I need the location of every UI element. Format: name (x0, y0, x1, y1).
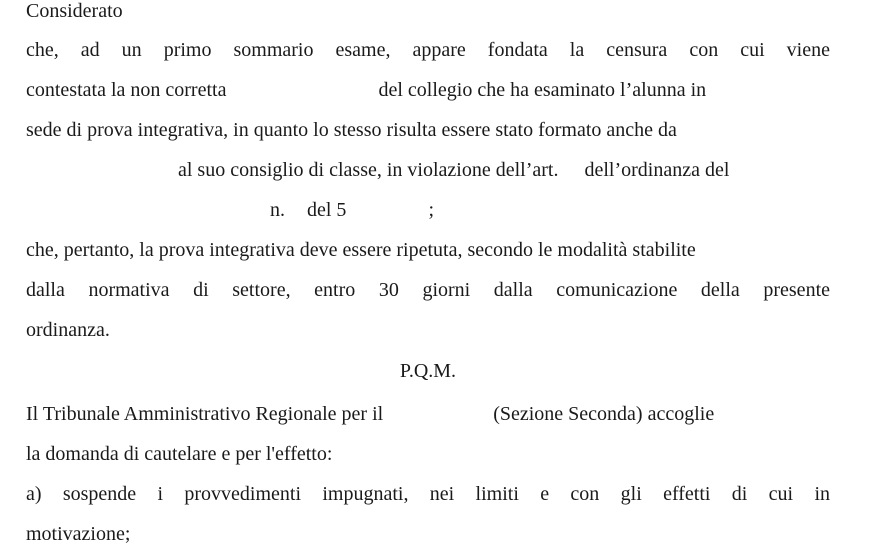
paragraph1-line5-date: del 5 (307, 199, 347, 221)
paragraph3-line1 (26, 394, 830, 434)
paragraph1-line5-end: ; (428, 199, 434, 221)
paragraph3-line4: motivazione; (26, 523, 131, 545)
paragraph1-line2-end: del collegio che ha esaminato l’alunna in (378, 79, 707, 101)
paragraph1-line1: che, ad un primo sommario esame, appare fondata la censura con cui viene (26, 39, 830, 61)
paragraph3-line3: a) sospende i provvedimenti impugnati, nei limiti e con gli effetti di cui in (26, 483, 830, 505)
pqm-heading: P.Q.M. (399, 360, 457, 382)
heading-considerato: Considerato (26, 0, 123, 22)
paragraph1-line5 (26, 190, 434, 230)
paragraph1-line4-end: dell’ordinanza del (584, 159, 730, 181)
paragraph1-line5-number: n. (270, 199, 285, 221)
paragraph2-line2: dalla normativa di settore, entro 30 giorni dalla comunicazione della presente (26, 279, 830, 301)
paragraph1-line2 (26, 70, 830, 110)
paragraph2-line3: ordinanza. (26, 319, 110, 341)
paragraph3-line2: la domanda di cautelare e per l'effetto: (26, 443, 333, 465)
paragraph2-line1: che, pertanto, la prova integrativa deve essere ripetuta, secondo le modalità stabilite (26, 239, 696, 261)
paragraph1-line2-start: contestata la non corretta (26, 79, 227, 101)
paragraph1-line4 (26, 150, 830, 190)
paragraph3-line1-start: Il Tribunale Amministrativo Regionale per il (26, 403, 384, 425)
paragraph1-line4-middle: al suo consiglio di classe, in violazione dell’art. (178, 159, 559, 181)
paragraph1-line3: sede di prova integrativa, in quanto lo stesso risulta essere stato formato anche da (26, 119, 677, 141)
paragraph3-line1-end: (Sezione Seconda) accoglie (493, 403, 715, 425)
